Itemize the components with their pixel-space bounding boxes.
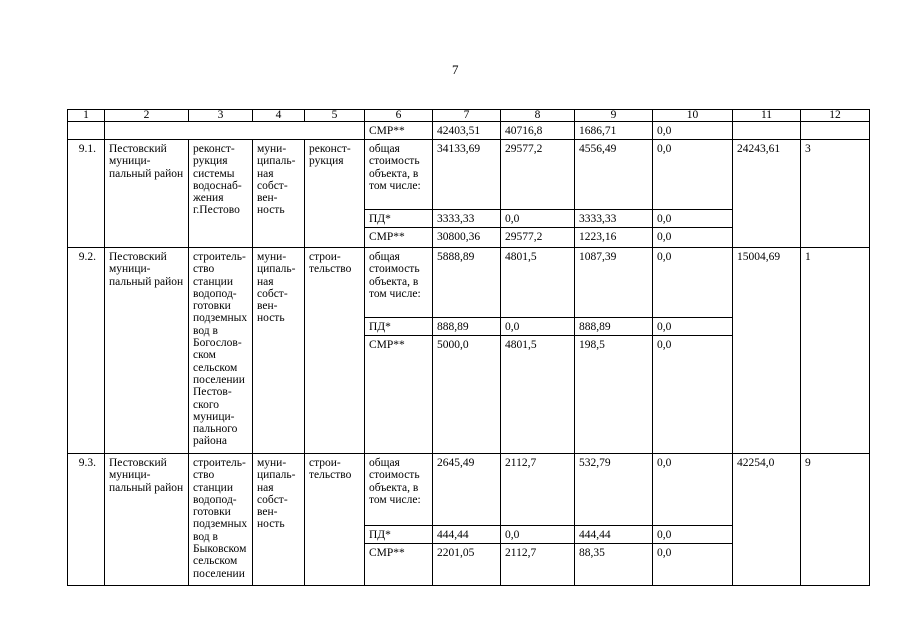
- column-header: 7: [433, 110, 501, 122]
- cost-label: ПД*: [365, 526, 433, 544]
- row-number: 9.3.: [68, 454, 105, 586]
- table-cell: 888,89: [575, 318, 653, 336]
- table-cell: 0,0: [653, 318, 733, 336]
- table-cell: 888,89: [433, 318, 501, 336]
- district-cell: Пестовский муници-пальный район: [105, 248, 189, 454]
- table-cell: 88,35: [575, 544, 653, 586]
- table-cell: 0,0: [653, 544, 733, 586]
- object-cell: строитель-ство станции водопод-готовки подземных вод в Быковском сельском поселении: [189, 454, 253, 586]
- work-type-cell: строи-тельство: [305, 454, 365, 586]
- row-number: 9.1.: [68, 140, 105, 248]
- table-cell: 42254,0: [733, 454, 801, 586]
- table-row: [68, 122, 870, 140]
- table-cell: 2201,05: [433, 544, 501, 586]
- table-cell: 4801,5: [501, 336, 575, 454]
- table-cell: 0,0: [653, 122, 733, 140]
- column-header: 3: [189, 110, 253, 122]
- table-row: [68, 248, 870, 318]
- table-cell: [105, 122, 365, 140]
- cost-label: общая стоимость объекта, в том числе:: [365, 140, 433, 210]
- table-cell: 2112,7: [501, 544, 575, 586]
- table-row: [68, 140, 870, 210]
- table-cell: [68, 122, 105, 140]
- column-header: 6: [365, 110, 433, 122]
- table-cell: 30800,36: [433, 228, 501, 248]
- table-cell: 0,0: [653, 228, 733, 248]
- column-header: 1: [68, 110, 105, 122]
- table-cell: 34133,69: [433, 140, 501, 210]
- table-cell: 444,44: [575, 526, 653, 544]
- ownership-cell: муни-ципаль-ная собст-вен-ность: [253, 248, 305, 454]
- table-cell: 0,0: [501, 318, 575, 336]
- table-cell: 0,0: [501, 210, 575, 228]
- table-cell: 198,5: [575, 336, 653, 454]
- table-cell: 3: [801, 140, 870, 248]
- table-cell: 0,0: [653, 210, 733, 228]
- cost-label: ПД*: [365, 210, 433, 228]
- table-cell: 0,0: [501, 526, 575, 544]
- cost-label: общая стоимость объекта, в том числе:: [365, 454, 433, 526]
- page-number: 7: [452, 62, 459, 77]
- cost-label: СМР**: [365, 544, 433, 586]
- ownership-cell: муни-ципаль-ная собст-вен-ность: [253, 454, 305, 586]
- table-cell: 444,44: [433, 526, 501, 544]
- table-cell: 1223,16: [575, 228, 653, 248]
- table-cell: 9: [801, 454, 870, 586]
- cost-label: общая стоимость объекта, в том числе:: [365, 248, 433, 318]
- object-cell: строитель-ство станции водопод-готовки подземных вод в Богослов-ском сельском поселении Пестов-ского муници-пального района: [189, 248, 253, 454]
- district-cell: Пестовский муници-пальный район: [105, 140, 189, 248]
- table-cell: 2645,49: [433, 454, 501, 526]
- table-cell: 2112,7: [501, 454, 575, 526]
- table-cell: 0,0: [653, 248, 733, 318]
- table-cell: 0,0: [653, 454, 733, 526]
- table-cell: 0,0: [653, 526, 733, 544]
- cost-label: ПД*: [365, 318, 433, 336]
- table-cell: [733, 122, 801, 140]
- table-cell: 5888,89: [433, 248, 501, 318]
- table-cell: 4556,49: [575, 140, 653, 210]
- table-cell: 15004,69: [733, 248, 801, 454]
- cost-label: СМР**: [365, 228, 433, 248]
- table-cell: 0,0: [653, 336, 733, 454]
- table-row: [68, 454, 870, 526]
- table-cell: 0,0: [653, 140, 733, 210]
- column-header: 11: [733, 110, 801, 122]
- cost-label: СМР**: [365, 336, 433, 454]
- table-cell: [801, 122, 870, 140]
- table-cell: 42403,51: [433, 122, 501, 140]
- work-type-cell: реконст-рукция: [305, 140, 365, 248]
- column-header: 9: [575, 110, 653, 122]
- column-header: 12: [801, 110, 870, 122]
- work-type-cell: строи-тельство: [305, 248, 365, 454]
- table-cell: 24243,61: [733, 140, 801, 248]
- table-cell: 29577,2: [501, 228, 575, 248]
- column-header: 8: [501, 110, 575, 122]
- object-cell: реконст-рукция системы водоснаб-жения г.Пестово: [189, 140, 253, 248]
- table-cell: СМР**: [365, 122, 433, 140]
- data-table: [67, 109, 870, 586]
- column-header: 4: [253, 110, 305, 122]
- column-header: 5: [305, 110, 365, 122]
- table-cell: 40716,8: [501, 122, 575, 140]
- ownership-cell: муни-ципаль-ная собст-вен-ность: [253, 140, 305, 248]
- header-row: [68, 110, 870, 122]
- district-cell: Пестовский муници-пальный район: [105, 454, 189, 586]
- table-cell: 4801,5: [501, 248, 575, 318]
- table-cell: 3333,33: [433, 210, 501, 228]
- table-cell: 1: [801, 248, 870, 454]
- table-cell: 1686,71: [575, 122, 653, 140]
- table-cell: 29577,2: [501, 140, 575, 210]
- table-cell: 532,79: [575, 454, 653, 526]
- column-header: 2: [105, 110, 189, 122]
- table-cell: 1087,39: [575, 248, 653, 318]
- table-cell: 5000,0: [433, 336, 501, 454]
- column-header: 10: [653, 110, 733, 122]
- row-number: 9.2.: [68, 248, 105, 454]
- table-cell: 3333,33: [575, 210, 653, 228]
